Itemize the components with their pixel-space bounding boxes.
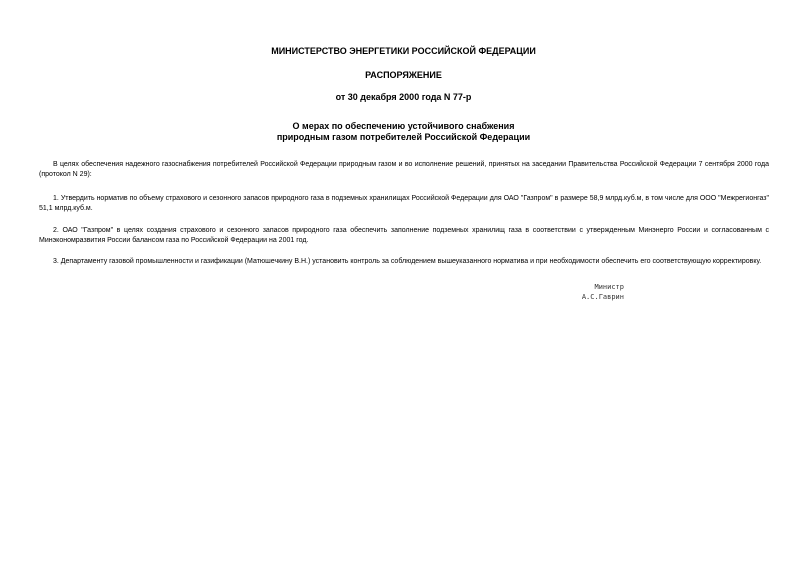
paragraph-text: 2. ОАО "Газпром" в целях создания страхового и сезонного запасов природного газа обеспечить заполнение подземных хранилищ газа в соответствии с утвержденным Минэнерго России и согласованным с Минэкономразвития России балансом газа по Российской Федерации на 2001 год. — [39, 227, 769, 244]
paragraph-item-3 — [39, 257, 769, 267]
paragraph-item-2 — [39, 226, 769, 246]
paragraph-preamble — [39, 160, 769, 180]
paragraph-item-1 — [39, 194, 769, 214]
document-title-line-1: О мерах по обеспечению устойчивого снабжения — [292, 121, 515, 131]
signature-name: А.С.Гаврин — [581, 293, 624, 301]
document-type-heading: РАСПОРЯЖЕНИЕ — [365, 70, 442, 80]
document-date-number: от 30 декабря 2000 года N 77-р — [335, 92, 472, 102]
ministry-heading: МИНИСТЕРСТВО ЭНЕРГЕТИКИ РОССИЙСКОЙ ФЕДЕРАЦИИ — [271, 46, 536, 56]
document-title-line-2: природным газом потребителей Российской Федерации — [276, 132, 531, 142]
signature-position: Министр — [594, 283, 624, 291]
paragraph-text: 1. Утвердить норматив по объему страхового и сезонного запасов природного газа в подземных хранилищах Российской Федерации для ОАО "Газпром" в размере 58,9 млрд.куб.м, в том числе для ООО "Межрегионгаз" 51,1 млрд.куб.м. — [39, 195, 769, 212]
signature-block — [560, 282, 624, 302]
paragraph-text: 3. Департаменту газовой промышленности и газификации (Матюшечкину В.Н.) установить контроль за соблюдением вышеуказанного норматива и при необходимости обеспечить его соответствующую корректировку. — [53, 258, 762, 265]
document-title — [0, 121, 807, 143]
paragraph-text: В целях обеспечения надежного газоснабжения потребителей Российской Федерации природным газом и во исполнение решений, принятых на заседании Правительства Российской Федерации 7 сентября 2000 года (протокол N 29): — [39, 161, 769, 178]
